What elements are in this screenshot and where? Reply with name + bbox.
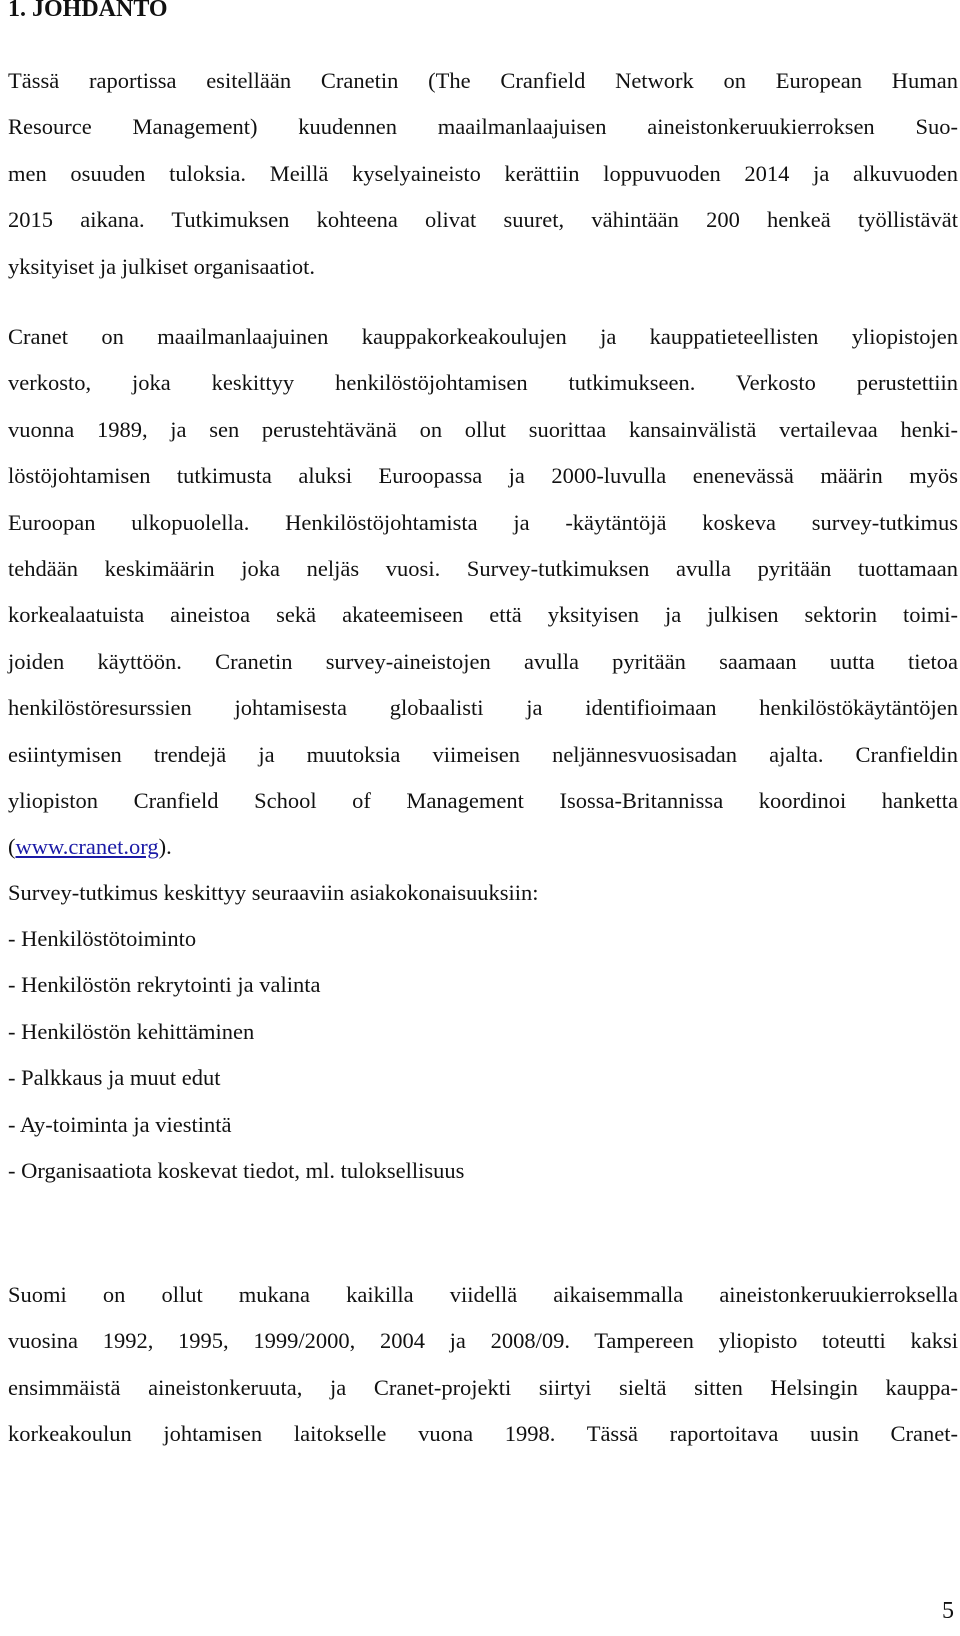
list-intro [8,870,958,916]
cranet-paragraph [8,314,958,871]
paragraph-line: Resource Management) kuudennen maailmanlaajuisen aineistonkeruukierroksen Suo- [8,114,958,140]
paragraph-line: yksityiset ja julkiset organisaatiot. [8,253,316,279]
paragraph-line: Suomi on ollut mukana kaikilla viidellä aikaisemmalla aineistonkeruukierroksella [8,1282,958,1307]
paragraph-line: verkosto, joka keskittyy henkilöstöjohtamisen tutkimukseen. Verkosto perustettiin [8,370,958,396]
list-intro-text: Survey-tutkimus keskittyy seuraaviin asiakokonaisuuksiin: [8,880,539,905]
list-item: - Henkilöstön kehittäminen [8,1018,255,1044]
finland-paragraph [8,1272,958,1458]
paragraph-line: esiintymisen trendejä ja muutoksia viimeisen neljännesvuosisadan ajalta. Cranfieldin [8,741,958,767]
page-number: 5 [942,1598,954,1624]
cranet-website-link[interactable]: www.cranet.org [15,834,159,860]
paragraph-line: 2015 aikana. Tutkimuksen kohteena olivat suuret, vähintään 200 henkeä työllistävät [8,207,958,233]
paragraph-line: henkilöstöresurssien johtamisesta globaalisti ja identifioimaan henkilöstökäytäntöjen [8,695,958,721]
paragraph-line: vuosina 1992, 1995, 1999/2000, 2004 ja 2008/09. Tampereen yliopisto toteutti kaksi [8,1328,958,1354]
paren-close: ). [158,834,172,860]
topic-list [8,916,948,1194]
list-item: - Ay-toiminta ja viestintä [8,1111,232,1137]
intro-paragraph [8,58,958,290]
paragraph-line: tehdään keskimäärin joka neljäs vuosi. Survey-tutkimuksen avulla pyritään tuottamaan [8,555,958,581]
paragraph-line: korkealaatuista aineistoa sekä akateemiseen että yksityisen ja julkisen sektorin toimi- [8,602,958,628]
list-item: - Palkkaus ja muut edut [8,1065,221,1091]
paragraph-line: men osuuden tuloksia. Meillä kyselyaineisto kerättiin loppuvuoden 2014 ja alkuvuoden [8,160,958,186]
paragraph-line: löstöjohtamisen tutkimusta aluksi Euroopassa ja 2000-luvulla enenevässä määrin myös [8,463,958,489]
list-item: - Henkilöstön rekrytointi ja valinta [8,972,321,998]
paragraph-line: vuonna 1989, ja sen perustehtävänä on ollut suorittaa kansainvälistä vertailevaa henki- [8,416,958,442]
list-item: - Organisaatiota koskevat tiedot, ml. tuloksellisuus [8,1157,465,1183]
paren-open: ( [8,834,16,860]
paragraph-line: Euroopan ulkopuolella. Henkilöstöjohtamista ja -käytäntöjä koskeva survey-tutkimus [8,509,958,535]
list-item: - Henkilöstötoiminto [8,926,197,951]
paragraph-line: Tässä raportissa esitellään Cranetin (The Cranfield Network on European Human [8,68,958,93]
paragraph-line: yliopiston Cranfield School of Management Isossa-Britannissa koordinoi hanketta [8,787,958,813]
section-heading: 1. JOHDANTO [8,0,168,22]
paragraph-line: ensimmäistä aineistonkeruuta, ja Cranet-projekti siirtyi sieltä sitten Helsingin kauppa- [8,1374,958,1400]
paragraph-line: korkeakoulun johtamisen laitokselle vuona 1998. Tässä raportoitava uusin Cranet- [8,1421,958,1447]
paragraph-line: Cranet on maailmanlaajuinen kauppakorkeakoulujen ja kauppatieteellisten yliopistojen [8,324,958,349]
paragraph-line: joiden käyttöön. Cranetin survey-aineistojen avulla pyritään saamaan uutta tietoa [8,648,958,674]
paragraph-line-with-link [8,824,958,870]
